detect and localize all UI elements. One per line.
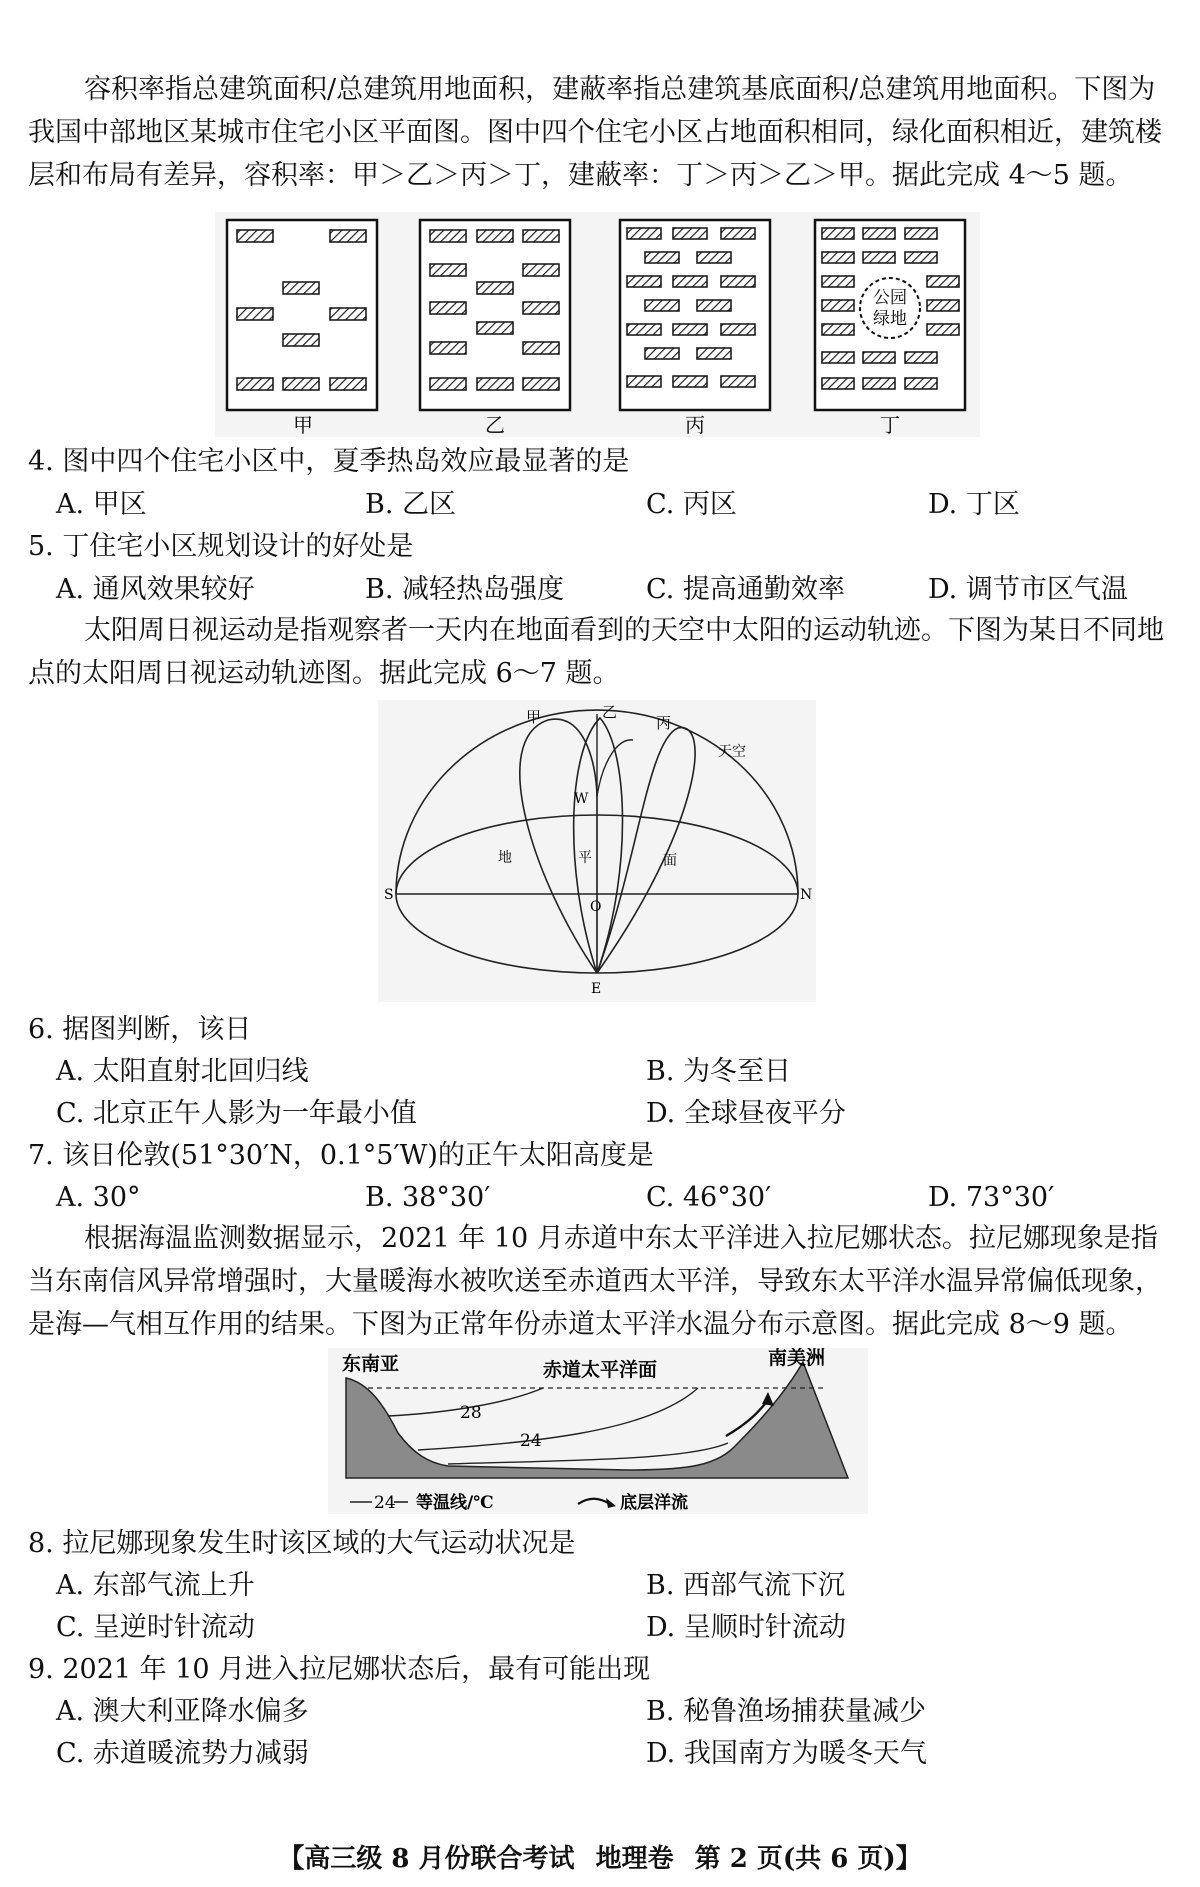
park-label-1: 公园 bbox=[873, 288, 907, 308]
q4-option-c: C. 丙区 bbox=[646, 489, 737, 520]
q6-option-d: D. 全球昼夜平分 bbox=[646, 1098, 846, 1129]
label-bing: 丙 bbox=[656, 714, 672, 732]
district-label-jia: 甲 bbox=[293, 413, 313, 437]
question-4-stem: 4. 图中四个住宅小区中，夏季热岛效应最显著的是 bbox=[28, 446, 630, 477]
legend-isotherm: 等温线/℃ bbox=[416, 1493, 494, 1513]
footer-subject: 地理卷 bbox=[595, 1844, 674, 1874]
q6-option-c: C. 北京正午人影为一年最小值 bbox=[56, 1098, 417, 1129]
question-5-stem: 5. 丁住宅小区规划设计的好处是 bbox=[28, 531, 414, 562]
label-southeast-asia: 东南亚 bbox=[342, 1353, 400, 1375]
label-w: W bbox=[574, 791, 589, 807]
q4-option-a: A. 甲区 bbox=[56, 489, 147, 520]
isotherm-24-label: 24 bbox=[520, 1431, 542, 1451]
footer-exam: 【高三级 8 月份联合考试 bbox=[278, 1844, 575, 1874]
q6-option-b: B. 为冬至日 bbox=[646, 1056, 792, 1087]
q7-option-b: B. 38°30′ bbox=[365, 1182, 491, 1213]
question-7-stem: 7. 该日伦敦(51°30′N，0.1°5′W)的正午太阳高度是 bbox=[28, 1140, 654, 1171]
q4-option-b: B. 乙区 bbox=[365, 489, 457, 520]
label-south-america: 南美洲 bbox=[768, 1348, 826, 1369]
q5-option-b: B. 减轻热岛强度 bbox=[365, 574, 565, 605]
q5-option-a: A. 通风效果较好 bbox=[56, 574, 255, 605]
q6-option-a: A. 太阳直射北回归线 bbox=[56, 1056, 309, 1087]
label-o: O bbox=[590, 899, 602, 915]
isotherm-28-label: 28 bbox=[460, 1403, 482, 1423]
q8-option-a: A. 东部气流上升 bbox=[56, 1570, 255, 1601]
label-ping: 平 bbox=[578, 850, 592, 866]
label-mian: 面 bbox=[663, 853, 677, 869]
page-footer bbox=[0, 1838, 1200, 1875]
question-6-stem: 6. 据图判断，该日 bbox=[28, 1014, 252, 1045]
label-e: E bbox=[591, 981, 602, 997]
label-equatorial-pacific: 赤道太平洋面 bbox=[543, 1359, 658, 1381]
question-9-stem: 9. 2021 年 10 月进入拉尼娜状态后，最有可能出现 bbox=[28, 1654, 651, 1685]
label-sky: 天空 bbox=[718, 744, 746, 760]
park-label-2: 绿地 bbox=[873, 309, 907, 329]
district-label-ding: 丁 bbox=[880, 413, 900, 437]
q8-option-b: B. 西部气流下沉 bbox=[646, 1570, 846, 1601]
label-yi: 乙 bbox=[602, 703, 618, 721]
residential-plans-figure bbox=[215, 212, 980, 437]
q8-option-d: D. 呈顺时针流动 bbox=[646, 1612, 846, 1643]
intro-paragraph-2: 太阳周日视运动是指观察者一天内在地面看到的天空中太阳的运动轨迹。下图为某日不同地点的太阳周日视运动轨迹图。据此完成 6～7 题。 bbox=[28, 615, 1164, 689]
legend-isotherm-number: 24 bbox=[374, 1493, 396, 1513]
sun-path-figure bbox=[378, 700, 816, 1002]
district-label-yi: 乙 bbox=[485, 413, 505, 437]
q9-option-c: C. 赤道暖流势力减弱 bbox=[56, 1738, 309, 1769]
q7-option-d: D. 73°30′ bbox=[928, 1182, 1055, 1213]
district-label-bing: 丙 bbox=[685, 413, 705, 437]
q7-option-c: C. 46°30′ bbox=[646, 1182, 772, 1213]
q9-option-b: B. 秘鲁渔场捕获量减少 bbox=[646, 1696, 927, 1727]
q9-option-d: D. 我国南方为暖冬天气 bbox=[646, 1738, 927, 1769]
q5-option-d: D. 调节市区气温 bbox=[928, 574, 1128, 605]
label-s: S bbox=[384, 887, 394, 903]
footer-page: 第 2 页(共 6 页)】 bbox=[694, 1844, 922, 1874]
label-n: N bbox=[800, 887, 813, 903]
pacific-temperature-figure bbox=[328, 1348, 868, 1514]
q8-option-c: C. 呈逆时针流动 bbox=[56, 1612, 255, 1643]
park-green-circle bbox=[860, 278, 920, 338]
q4-option-d: D. 丁区 bbox=[928, 489, 1020, 520]
question-8-stem: 8. 拉尼娜现象发生时该区域的大气运动状况是 bbox=[28, 1528, 576, 1559]
q5-option-c: C. 提高通勤效率 bbox=[646, 574, 845, 605]
label-di: 地 bbox=[498, 850, 512, 866]
label-jia: 甲 bbox=[526, 708, 542, 726]
intro-paragraph-1: 容积率指总建筑面积/总建筑用地面积，建蔽率指总建筑基底面积/总建筑用地面积。下图为我国中部地区某城市住宅小区平面图。图中四个住宅小区占地面积相同，绿化面积相近，建筑楼层和布局有差异，容积率：甲＞乙＞丙＞丁，建蔽率：丁＞丙＞乙＞甲。据此完成 4～5 题。 bbox=[28, 74, 1162, 191]
q7-option-a: A. 30° bbox=[56, 1182, 141, 1213]
legend-current: 底层洋流 bbox=[620, 1493, 688, 1513]
intro-paragraph-3: 根据海温监测数据显示，2021 年 10 月赤道中东太平洋进入拉尼娜状态。拉尼娜现象是指当东南信风异常增强时，大量暖海水被吹送至赤道西太平洋，导致东太平洋水温异常偏低现象，是海—气相互作用的结果。下图为正常年份赤道太平洋水温分布示意图。据此完成 8～9 题。 bbox=[28, 1223, 1162, 1340]
q9-option-a: A. 澳大利亚降水偏多 bbox=[56, 1696, 309, 1727]
